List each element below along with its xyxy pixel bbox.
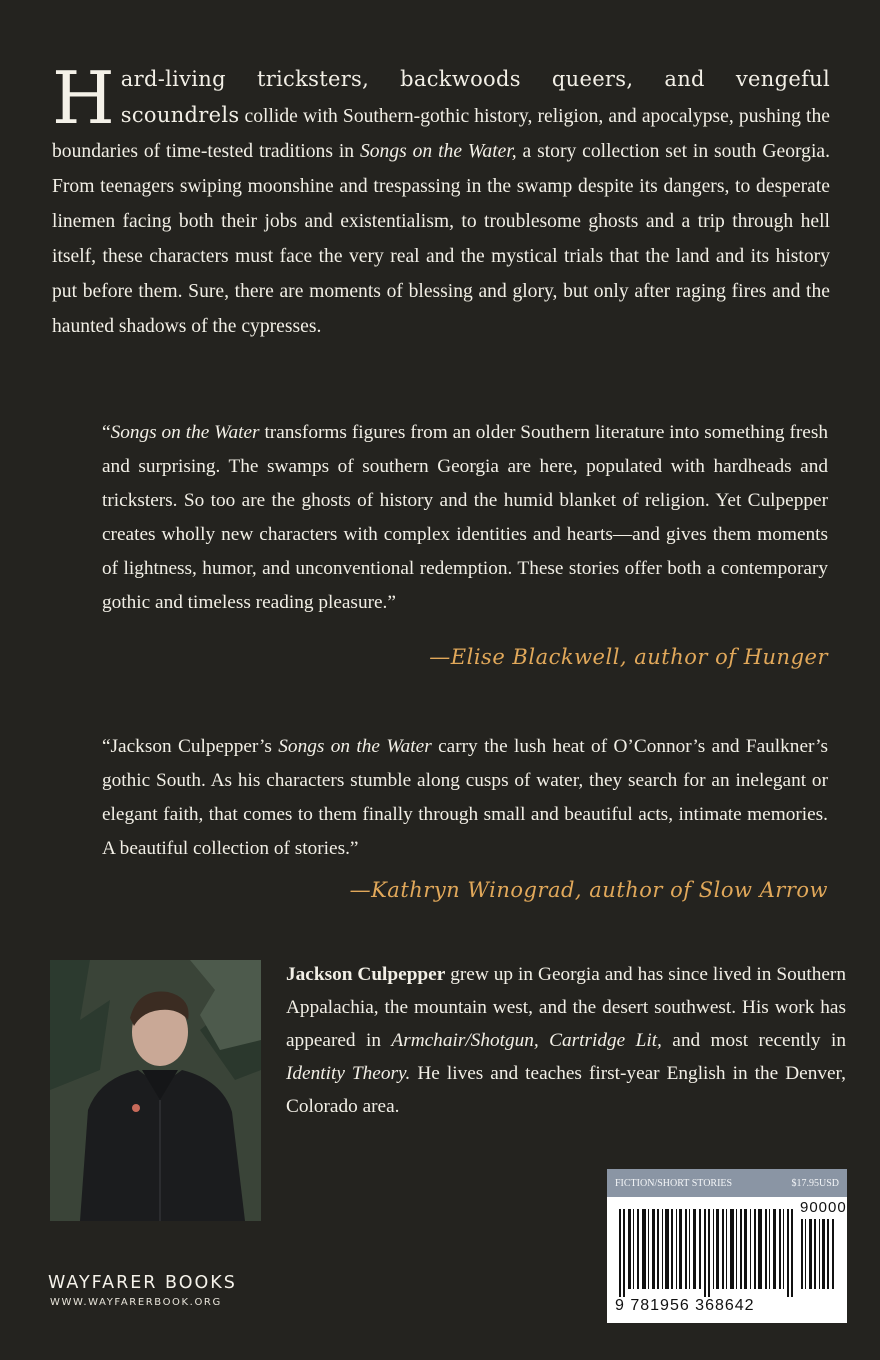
- bio-text-1: grew up in Georgia and has since lived in Southern Appalachia, the mountain west, and the desert southwest. His work has appeared in: [286, 964, 846, 1051]
- book-blurb: [52, 56, 830, 344]
- author-photo: [50, 960, 261, 1221]
- price-label: $17.95USD: [791, 1177, 839, 1189]
- blurb-text-1: collide with Southern-gothic history, religion, and apocalypse, pushing the boundaries of time-tested traditions in: [52, 106, 830, 162]
- quote-2-open: “Jackson Culpepper’s: [102, 736, 279, 757]
- isbn-number: 9 781956 368642: [615, 1297, 755, 1314]
- quote-1-open: “: [102, 422, 111, 443]
- review-quote-1: [102, 416, 828, 620]
- blurb-lead: ard-living tricksters, backwoods queers, and vengeful scoundrels: [120, 67, 830, 127]
- price-code: 90000: [800, 1199, 847, 1216]
- author-bio: [286, 958, 846, 1123]
- quote-1-attribution: —Elise Blackwell, author of Hunger: [429, 645, 828, 669]
- author-portrait-illustration: [50, 960, 261, 1221]
- genre-label: FICTION/SHORT STORIES: [615, 1177, 733, 1189]
- quote-1-text: transforms figures from an older Southern literature into something fresh and surprising. The swamps of southern Georgia are here, populated with hardheads and tricksters. So too are the ghosts of history and the humid blanket of religion. Yet Culpepper creates wholly new characters with complex identities and hearts—and gives them moments of lightness, humor, and unconventional redemption. These stories offer both a contemporary gothic and timeless reading pleasure.”: [102, 422, 828, 613]
- publisher-url: WWW.WAYFARERBOOK.ORG: [50, 1297, 222, 1308]
- publisher-logo: WAYFARER BOOKS: [48, 1273, 237, 1293]
- quote-2-text: carry the lush heat of O’Connor’s and Faulkner’s gothic South. As his characters stumble along cusps of water, they search for an inelegant or elegant faith, that comes to them finally through small and beautiful acts, intimate memories. A beautiful collection of stories.”: [102, 736, 828, 859]
- quote-2-attribution: —Kathryn Winograd, author of Slow Arrow: [349, 878, 828, 902]
- bio-publications-2: Identity Theory.: [286, 1063, 411, 1084]
- quote-2-title: Songs on the Water: [278, 736, 432, 757]
- genre-price-strip: [607, 1169, 847, 1197]
- bio-publications-1: Armchair/Shotgun, Cartridge Lit,: [391, 1030, 662, 1051]
- bio-text-2: and most recently in: [661, 1030, 846, 1051]
- review-quote-2: [102, 730, 828, 866]
- quote-1-title: Songs on the Water: [110, 422, 260, 443]
- blurb-text-2: a story collection set in south Georgia. From teenagers swiping moonshine and trespassing in the swamp despite its dangers, to desperate linemen facing both their jobs and existentialism, to troublesome ghosts and a trip through hell itself, these characters must face the very real and the mystical trials that the land and its history put before them. Sure, there are moments of blessing and glory, but only after raging fires and the haunted shadows of the cypresses.: [52, 141, 830, 337]
- blurb-book-title: Songs on the Water,: [359, 141, 517, 162]
- barcode-bars: [615, 1209, 839, 1297]
- author-name: Jackson Culpepper: [286, 964, 446, 985]
- bio-text-3: He lives and teaches first-year English in the Denver, Colorado area.: [286, 1063, 846, 1117]
- isbn-barcode-box: [607, 1169, 847, 1323]
- drop-cap: H: [52, 56, 115, 140]
